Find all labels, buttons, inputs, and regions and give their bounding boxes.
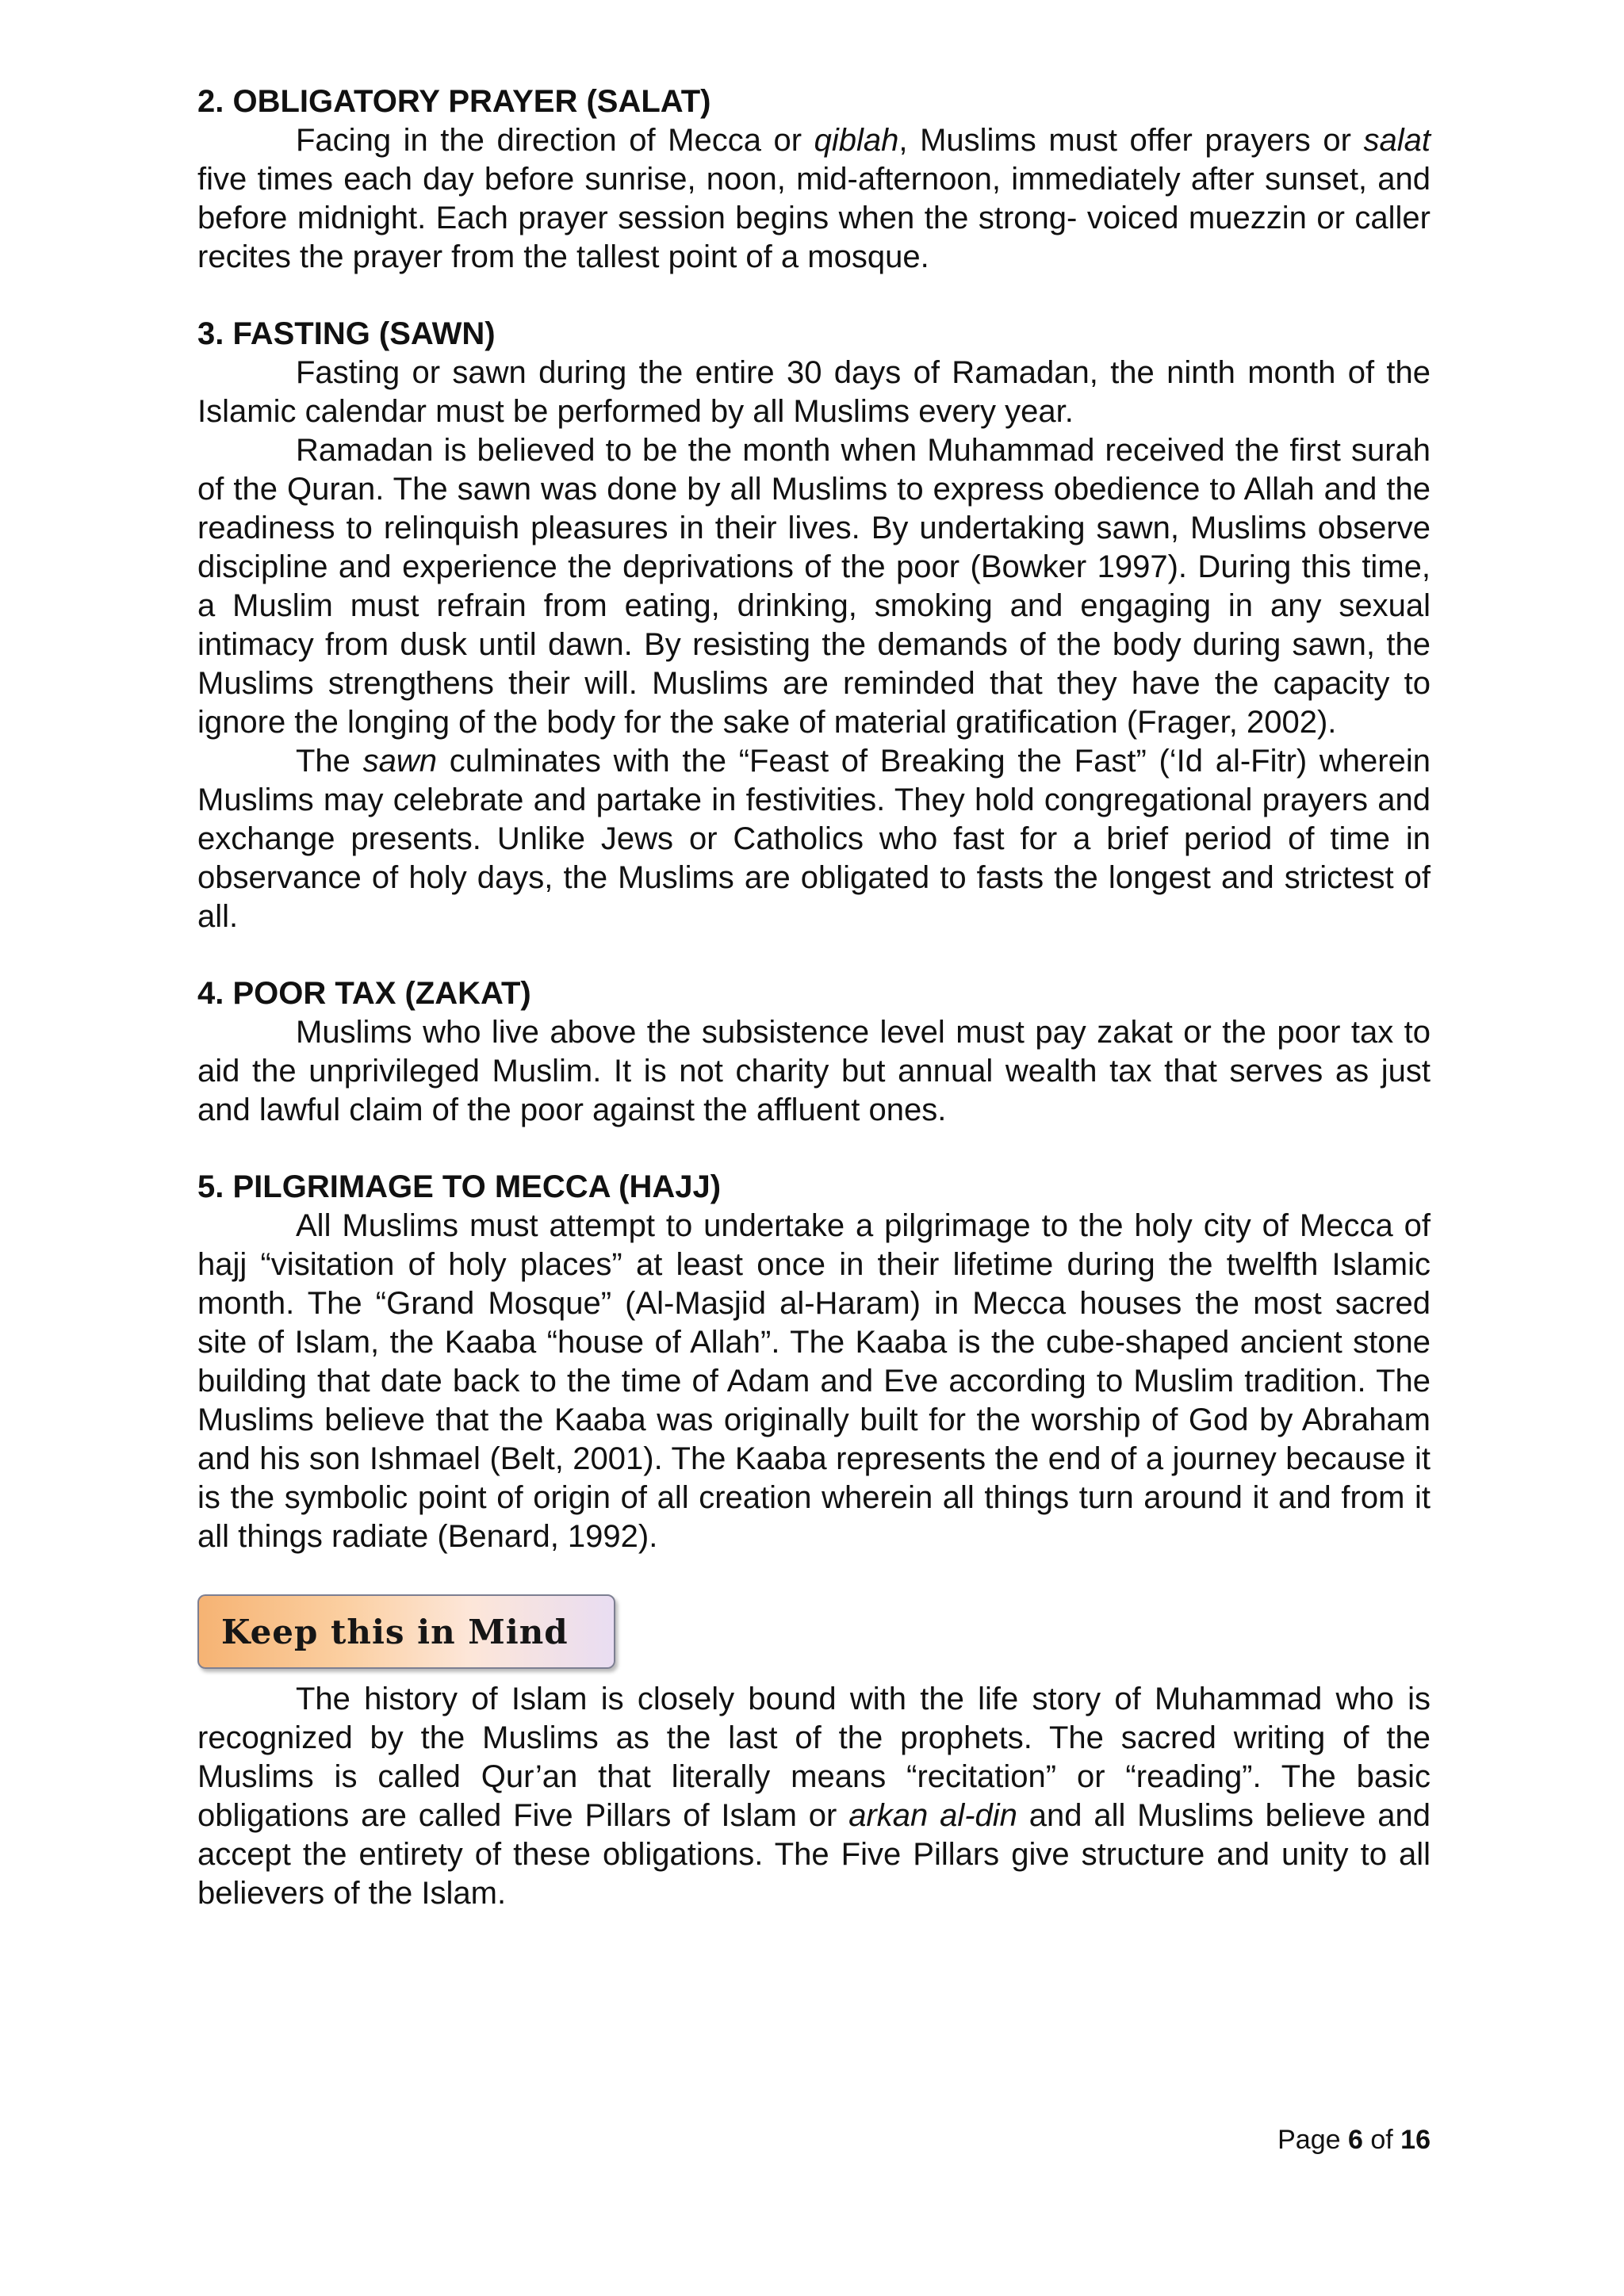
paragraph (197, 1013, 1431, 1130)
paragraph (197, 431, 1431, 742)
italic-term: sawn (362, 744, 438, 779)
text-run: culminates with the “Feast of Breaking the Fast” (‘Id al-Fitr) wherein Muslims may celebrate and partake in festivities. They hold congregational prayers and exchange presents. Unlike Jews or Catholics who fast for a brief period of time in observance of holy days, the Muslims are obligated to fasts the longest and strictest of all. (197, 744, 1431, 934)
text-run: Fasting or sawn during the entire 30 days of Ramadan, the ninth month of the Islamic calendar must be performed by all Muslims every year. (197, 355, 1431, 429)
section-heading: 2. OBLIGATORY PRAYER (SALAT) (197, 84, 711, 119)
text-run: and all Muslims believe and accept the entirety of these obligations. The Five Pillars give structure and unity to all believers of the Islam. (197, 1798, 1431, 1911)
text-run: , Muslims must offer prayers or (898, 123, 1364, 158)
italic-term: salat (1363, 123, 1431, 158)
callout-label: Keep this in Mind (221, 1613, 569, 1651)
current-page-number: 6 (1347, 2125, 1363, 2155)
text-run: Muslims who live above the subsistence level must pay zakat or the poor tax to aid the unprivileged Muslim. It is not charity but annual wealth tax that serves as just and lawful claim of the poor against the affluent ones. (197, 1015, 1431, 1127)
section (197, 82, 1431, 277)
keep-this-in-mind-banner (197, 1594, 615, 1669)
paragraph (197, 121, 1431, 277)
page-word: Page (1277, 2125, 1341, 2155)
text-run: five times each day before sunrise, noon, mid-afternoon, immediately after sunset, and before midnight. Each prayer session begins when the strong- voiced muezzin or caller recites the prayer from the tallest point of a mosque. (197, 162, 1431, 274)
section-heading: 3. FASTING (SAWN) (197, 316, 496, 351)
text-run: All Muslims must attempt to undertake a pilgrimage to the holy city of Mecca of hajj “visitation of holy places” at least once in their lifetime during the twelfth Islamic month. The “Grand Mosque” (Al-Masjid al-Haram) in Mecca houses the most sacred site of Islam, the Kaaba “house of Allah”. The Kaaba is the cube-shaped ancient stone building that date back to the time of Adam and Eve according to Muslim tradition. The Muslims believe that the Kaaba was originally built for the worship of God by Abraham and his son Ishmael (Belt, 2001). The Kaaba represents the end of a journey because it is the symbolic point of origin of all creation wherein all things turn around it and from it all things radiate (Benard, 1992). (197, 1208, 1431, 1554)
section-heading: 5. PILGRIMAGE TO MECCA (HAJJ) (197, 1169, 722, 1204)
text-run: The history of Islam is closely bound with the life story of Muhammad who is recognized by the Muslims as the last of the prophets. The sacred writing of the Muslims is called Qur’an that literally means “recitation” or “reading”. The basic obligations are called Five Pillars of Islam or (197, 1682, 1431, 1833)
sections (197, 82, 1431, 1556)
text-run: Ramadan is believed to be the month when Muhammad received the first surah of the Quran. The sawn was done by all Muslims to express obedience to Allah and the readiness to relinquish pleasures in their lives. By undertaking sawn, Muslims observe discipline and experience the deprivations of the poor (Bowker 1997). During this time, a Muslim must refrain from eating, drinking, smoking and engaging in any sexual intimacy from dusk until dawn. By resisting the demands of the body during sawn, the Muslims strengthens their will. Muslims are reminded that they have the capacity to ignore the longing of the body for the sake of material gratification (Frager, 2002). (197, 433, 1431, 740)
section (197, 974, 1431, 1130)
paragraph (197, 1207, 1431, 1556)
total-pages-number: 16 (1400, 2125, 1431, 2155)
of-word: of (1370, 2125, 1393, 2155)
italic-term: qiblah (814, 123, 899, 158)
paragraph (197, 354, 1431, 431)
section-heading: 4. POOR TAX (ZAKAT) (197, 976, 531, 1011)
italic-term: arkan al-din (848, 1798, 1017, 1833)
section (197, 1168, 1431, 1556)
page-number (1277, 2123, 1431, 2156)
document-page (197, 82, 1431, 1913)
text-run: Facing in the direction of Mecca or (296, 123, 814, 158)
paragraph (197, 742, 1431, 936)
section (197, 315, 1431, 936)
paragraph (197, 1680, 1431, 1913)
text-run: The (296, 744, 363, 779)
callout-body (197, 1680, 1431, 1913)
